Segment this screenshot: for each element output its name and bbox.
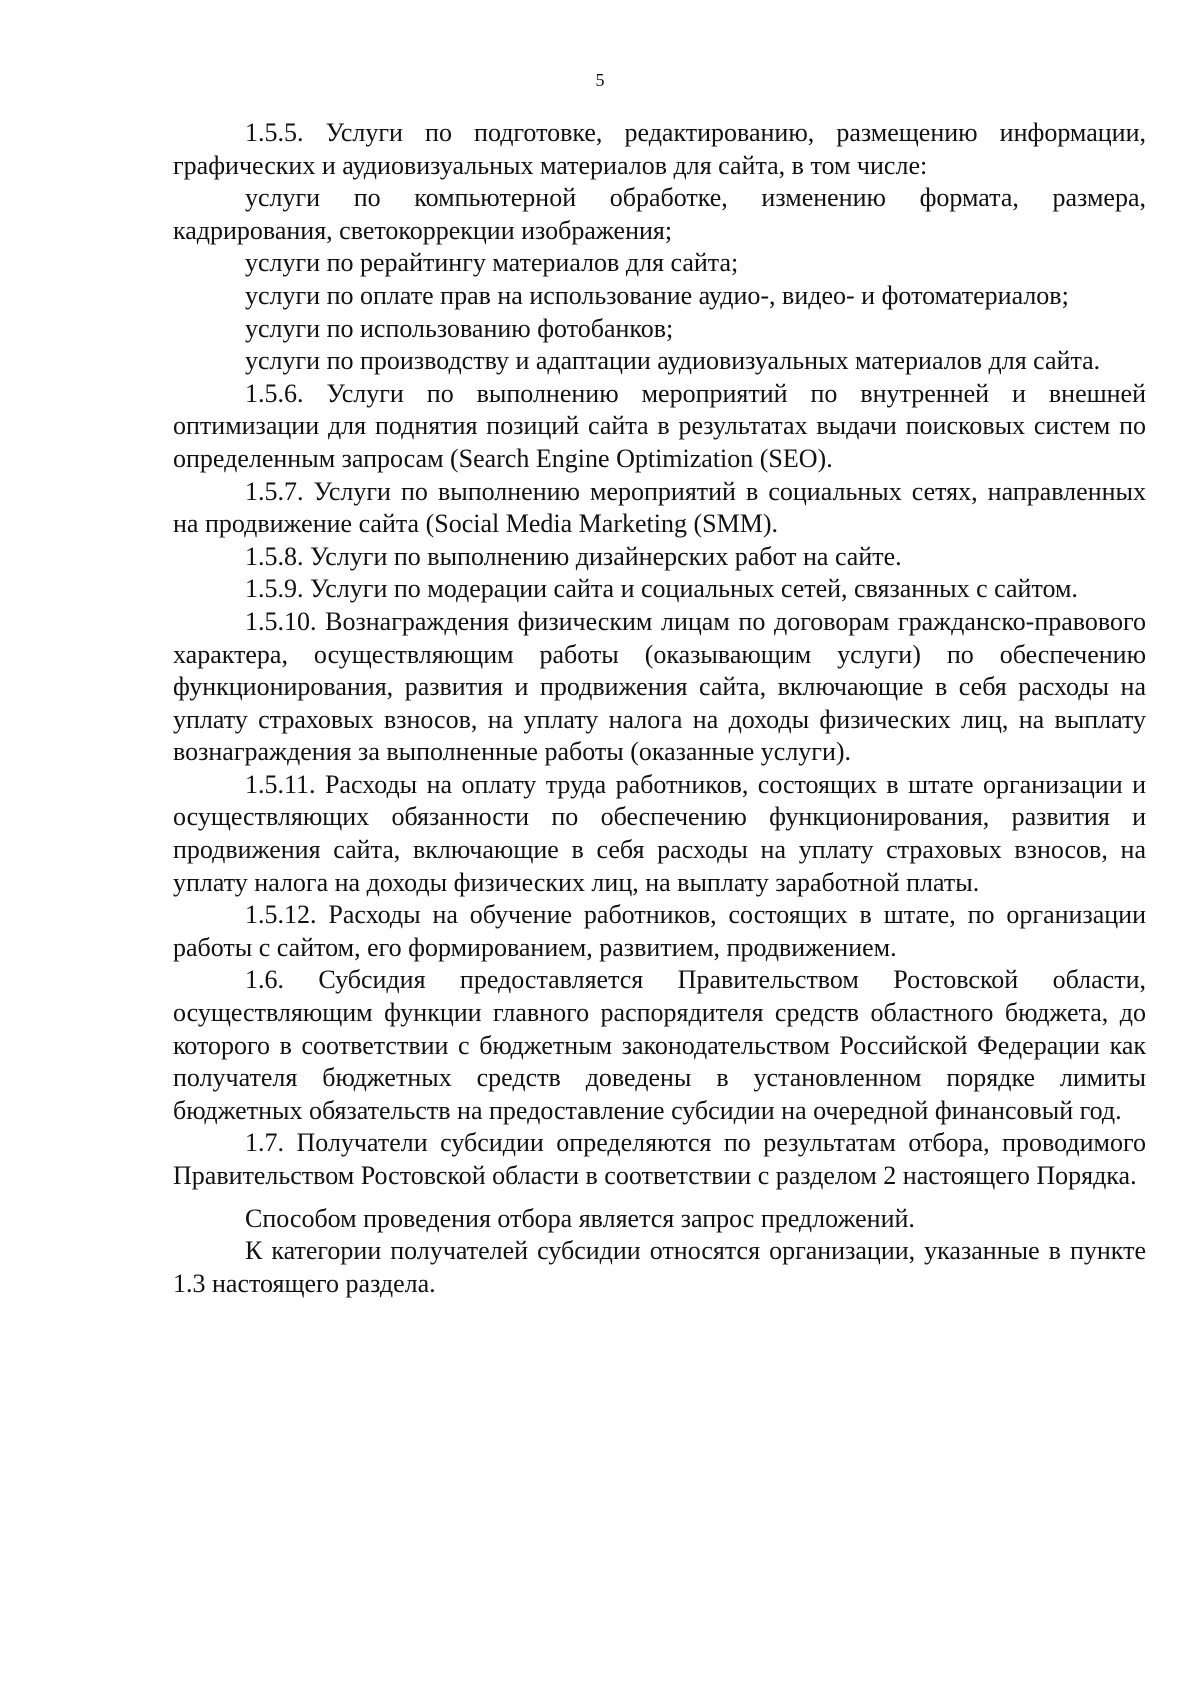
paragraph-image-processing: услуги по компьютерной обработке, изменению формата, размера, кадрирования, светокоррекции изображения; bbox=[173, 183, 1146, 245]
paragraph-1-5-5: 1.5.5. Услуги по подготовке, редактированию, размещению информации, графических и аудиовизуальных материалов для сайта, в том числе: bbox=[173, 118, 1146, 180]
paragraph-1-7: 1.7. Получатели субсидии определяются по результатам отбора, проводимого Правительством Ростовской области в соответствии с разделом 2 настоящего Порядка. bbox=[173, 1128, 1146, 1190]
paragraph-1-5-8: 1.5.8. Услуги по выполнению дизайнерских работ на сайте. bbox=[245, 541, 902, 571]
page-number: 5 bbox=[595, 70, 605, 90]
paragraph-selection-method: Способом проведения отбора является запрос предложений. bbox=[245, 1203, 915, 1233]
paragraph-recipient-category: К категории получателей субсидии относятся организации, указанные в пункте 1.3 настоящего раздела. bbox=[173, 1236, 1146, 1298]
paragraph-photobanks: услуги по использованию фотобанков; bbox=[245, 313, 674, 343]
paragraph-1-5-9: 1.5.9. Услуги по модерации сайта и социальных сетей, связанных с сайтом. bbox=[245, 574, 1078, 604]
paragraph-rewriting: услуги по рерайтингу материалов для сайта; bbox=[245, 248, 739, 278]
paragraph-1-5-11: 1.5.11. Расходы на оплату труда работников, состоящих в штате организации и осуществляющих обязанности по обеспечению функционирования, развития и продвижения сайта, включающие в себя расходы на уплату страховых взносов, на уплату налога на доходы физических лиц, на выплату заработной платы. bbox=[173, 769, 1146, 897]
paragraph-1-5-12: 1.5.12. Расходы на обучение работников, состоящих в штате, по организации работы с сайтом, его формированием, развитием, продвижением. bbox=[173, 900, 1146, 962]
paragraph-1-5-6: 1.5.6. Услуги по выполнению мероприятий по внутренней и внешней оптимизации для поднятия позиций сайта в результатах выдачи поисковых систем по определенным запросам (Search Engine Optimization (SEO). bbox=[173, 378, 1146, 473]
paragraph-media-rights: услуги по оплате прав на использование аудио-, видео- и фотоматериалов; bbox=[245, 280, 1069, 310]
paragraph-av-production: услуги по производству и адаптации аудиовизуальных материалов для сайта. bbox=[245, 346, 1101, 376]
paragraph-1-5-7: 1.5.7. Услуги по выполнению мероприятий в социальных сетях, направленных на продвижение сайта (Social Media Marketing (SMM). bbox=[173, 476, 1146, 539]
paragraph-1-5-10: 1.5.10. Вознаграждения физическим лицам по договорам гражданско-правового характера, осуществляющим работы (оказывающим услуги) по обеспечению функционирования, развития и продвижения сайта, включающие в себя расходы на уплату страховых взносов, на уплату налога на доходы физических лиц, на выплату вознаграждения за выполненные работы (оказанные услуги). bbox=[173, 606, 1146, 767]
paragraph-1-6: 1.6. Субсидия предоставляется Правительством Ростовской области, осуществляющим функции главного распорядителя средств областного бюджета, до которого в соответствии с бюджетным законодательством Российской Федерации как получателя бюджетных средств доведены в установленном порядке лимиты бюджетных обязательств на предоставление субсидии на очередной финансовый год. bbox=[173, 965, 1146, 1125]
document-body bbox=[173, 117, 1146, 1300]
